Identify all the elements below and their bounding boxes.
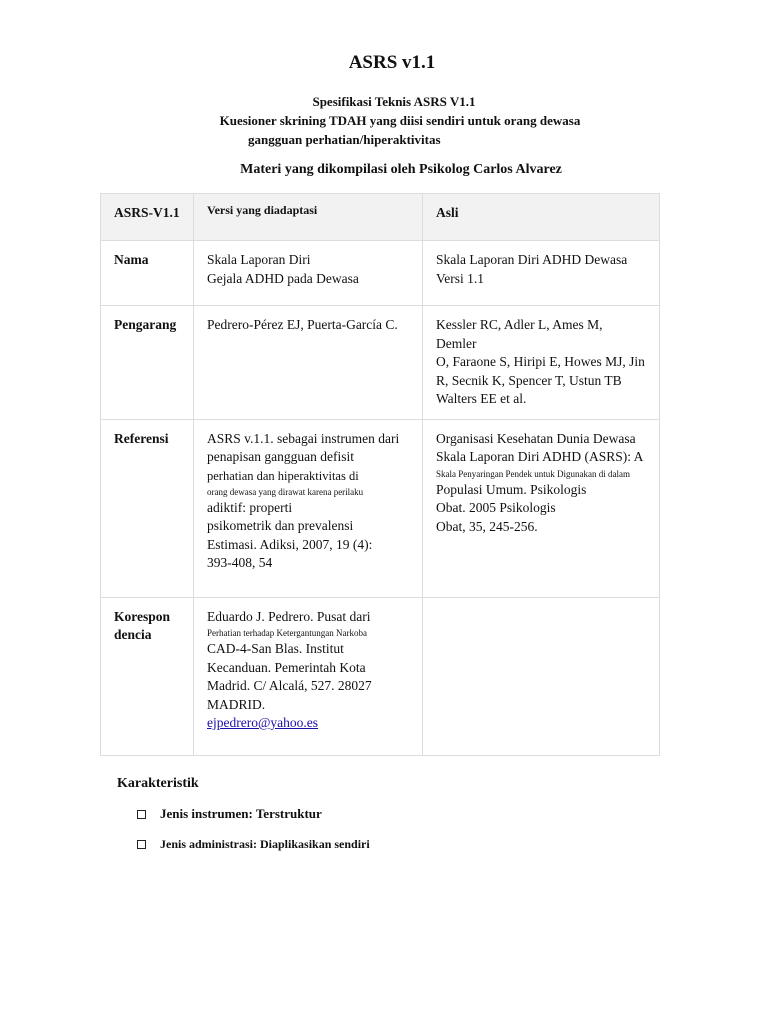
table-row (101, 241, 660, 306)
text-line: Skala Laporan Diri (207, 252, 311, 267)
table-row (101, 306, 660, 420)
list-item (137, 806, 322, 822)
row-label-korespondencia (101, 597, 194, 755)
list-item-label: Jenis instrumen: Terstruktur (160, 806, 322, 821)
specification-table (100, 193, 660, 756)
referensi-adapted (194, 419, 423, 597)
section-heading: Karakteristik (117, 776, 199, 791)
text-line: ASRS v.1.1. sebagai instrumen dari (207, 430, 400, 446)
text-line: R, Secnik K, Spencer T, Ustun TB (436, 372, 622, 388)
text-line: penapisan gangguan defisit (207, 449, 354, 464)
referensi-original (423, 419, 660, 597)
text-line: Eduardo J. Pedrero. Pusat dari (207, 608, 371, 624)
email-link[interactable]: ejpedrero@yahoo.es (207, 715, 319, 730)
nama-original (423, 241, 660, 306)
text-line: psikometrik dan prevalensi (207, 518, 354, 533)
text-line: Organisasi Kesehatan Dunia Dewasa (436, 430, 636, 446)
text-line-small: Perhatian terhadap Ketergantungan Narkoba (207, 628, 368, 638)
pengarang-original (423, 306, 660, 420)
text-line: Obat, 35, 245-256. (436, 518, 538, 534)
description-line-1: Kuesioner skrining TDAH yang diisi sendiri untuk orang dewasa (219, 113, 581, 128)
list-item-label: Jenis administrasi: Diaplikasikan sendiri (160, 837, 370, 851)
document-title: ASRS v1.1 (348, 52, 436, 73)
text-line: CAD-4-San Blas. Institut (207, 641, 344, 656)
row-label-nama: Nama (101, 241, 194, 306)
text-line: adiktif: properti (207, 499, 293, 515)
row-label-pengarang: Pengarang (101, 306, 194, 420)
text-line: dencia (114, 627, 152, 642)
korespondencia-original (423, 597, 660, 755)
text-line: perhatian dan hiperaktivitas di (207, 468, 359, 483)
text-line: Populasi Umum. Psikologis (436, 481, 587, 497)
text-line: 393-408, 54 (207, 555, 273, 570)
text-line: Estimasi. Adiksi, 2007, 19 (4): (207, 536, 373, 552)
text-line-small: orang dewasa yang dirawat karena perilaku (207, 486, 364, 497)
header-asrs: ASRS-V1.1 (101, 194, 194, 241)
description-line-2: gangguan perhatian/hiperaktivitas (248, 132, 441, 147)
text-line: Versi 1.1 (436, 270, 484, 286)
checkbox-bullet-icon (137, 840, 146, 849)
text-line: Gejala ADHD pada Dewasa (207, 270, 359, 286)
text-line: Kessler RC, Adler L, Ames M, Demler (436, 317, 603, 351)
list-item (137, 837, 370, 852)
text-line: Korespon (114, 608, 171, 624)
text-line: Walters EE et al. (436, 391, 527, 406)
text-line-small: Skala Penyaringan Pendek untuk Digunakan di dalam (436, 468, 630, 479)
checkbox-bullet-icon (137, 810, 146, 819)
compiled-by: Materi yang dikompilasi oleh Psikolog Carlos Alvarez (240, 162, 562, 177)
row-label-referensi: Referensi (101, 419, 194, 597)
nama-adapted (194, 241, 423, 306)
table-row (101, 419, 660, 597)
text-line: O, Faraone S, Hiripi E, Howes MJ, Jin (436, 354, 645, 369)
table-header-row (101, 194, 660, 241)
text-line: Skala Laporan Diri ADHD Dewasa (436, 252, 628, 267)
text-line: Skala Laporan Diri ADHD (ASRS): A (436, 449, 644, 464)
pengarang-adapted: Pedrero-Pérez EJ, Puerta-García C. (194, 306, 423, 420)
header-adapted: Versi yang diadaptasi (194, 194, 423, 241)
document-subtitle: Spesifikasi Teknis ASRS V1.1 (312, 94, 476, 109)
header-original: Asli (423, 194, 660, 241)
text-line: Madrid. C/ Alcalá, 527. 28027 (207, 678, 372, 693)
korespondencia-adapted (194, 597, 423, 755)
text-line: MADRID. (207, 696, 266, 712)
table-row (101, 597, 660, 755)
text-line: Obat. 2005 Psikologis (436, 500, 556, 515)
text-line: Kecanduan. Pemerintah Kota (207, 659, 366, 675)
